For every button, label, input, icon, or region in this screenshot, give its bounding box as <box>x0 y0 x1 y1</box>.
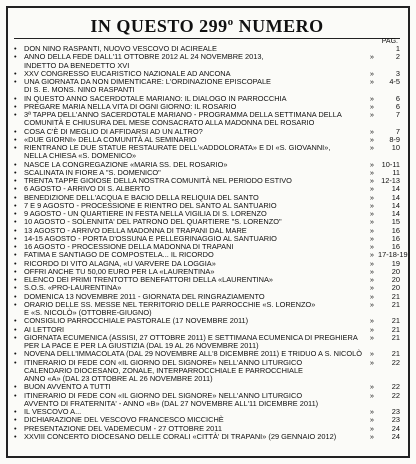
toc-page-number: 17-18-19 <box>378 250 408 260</box>
toc-page-number: 24 <box>391 423 400 433</box>
bullet-icon: • <box>14 159 17 169</box>
toc-page-number: 6 <box>395 93 400 103</box>
toc-entry <box>14 78 400 95</box>
toc-entry-text: ELENCO DEI PRIMI TRENTOTTO BENEFATTORI DELLA «LAURENTINA» <box>24 275 274 284</box>
toc-entry-text: PER LA PACE E PER LA GIUSTIZIA (DAL 19 AL 26 NOVEMBRE 2011) <box>24 341 259 350</box>
toc-entry-text: S.O.S. «PRO-LAURENTINA» <box>24 283 122 293</box>
toc-entry-text: ORARIO DELLE SS. MESSE NEL TERRITORIO DELLE PARROCCHIE «S. LORENZO» <box>24 299 316 309</box>
toc-entry-text: ANNO DELLA FEDE DALL'11 OTTOBRE 2012 AL 24 NOVEMBRE 2013, <box>24 52 264 62</box>
toc-entry-text: AI LETTORI <box>24 324 65 334</box>
toc-page-number: 24 <box>391 431 400 441</box>
toc-entry-text: 9 AGOSTO - UN QUARTIERE IN FESTA NELLA VIGILIA DI S. LORENZO <box>24 209 267 218</box>
toc-page-number: 14 <box>391 209 400 218</box>
toc-page-number: 22 <box>391 382 400 392</box>
ditto-mark: » <box>369 176 374 185</box>
toc-page-number: 10 <box>391 143 400 152</box>
bullet-icon: • <box>14 192 17 202</box>
toc-page-number: 16 <box>391 242 400 251</box>
bullet-icon: • <box>14 250 17 260</box>
bullet-icon: • <box>14 143 17 152</box>
toc-page-number: 14 <box>391 184 400 194</box>
toc-entry <box>14 334 400 351</box>
toc-entry-text: TRENTA TAPPE GIOIOSE DELLA NOSTRA COMUNITÀ NEL PERIODO ESTIVO <box>24 176 292 185</box>
ditto-mark: » <box>369 68 374 78</box>
bullet-icon: • <box>14 324 17 334</box>
ditto-mark: » <box>369 349 374 359</box>
toc-page-number: 14 <box>391 192 400 202</box>
toc-page-number: 20 <box>391 283 400 293</box>
toc-page-number: 19 <box>391 258 400 268</box>
toc-entry-text: IL VESCOVO A... <box>24 407 82 416</box>
bullet-icon: • <box>14 275 17 284</box>
toc-entry <box>14 144 400 161</box>
toc-entry-text: DICHIARAZIONE DEL VESCOVO FRANCESCO MICCICHÈ <box>24 415 224 425</box>
bullet-icon: • <box>14 77 17 86</box>
bullet-icon: • <box>14 101 17 111</box>
toc-page-number: 20 <box>391 275 400 284</box>
title-prefix: IN QUESTO 299 <box>90 16 228 36</box>
toc-entry-text: NASCE LA CONGREGAZIONE «MARIA SS. DEL ROSARIO» <box>24 159 228 169</box>
bullet-icon: • <box>14 415 17 425</box>
toc-entry-text: FATIMA E SANTIAGO DE COMPOSTELA... IL RICORDO <box>24 250 214 260</box>
toc-page-number: 23 <box>391 415 400 425</box>
bullet-icon: • <box>14 390 17 400</box>
toc-page-number: 6 <box>395 101 400 111</box>
toc-entry-text: CONSIGLIO PARROCCHIALE PASTORALE (17 NOVEMBRE 2011) <box>24 316 249 326</box>
bullet-icon: • <box>14 283 17 293</box>
ditto-mark: » <box>369 101 374 111</box>
toc-entry-text: 6 AGOSTO - ARRIVO DI S. ALBERTO <box>24 184 151 194</box>
toc-entry-text: 16 AGOSTO - PROCESSIONE DELLA MADONNA DI TRAPANI <box>24 242 234 251</box>
toc-entry-text: AVVENTO DI FRATERNITA' - ANNO «B» (DAL 27 NOVEMBRE ALL'11 DICEMBRE 2011) <box>24 398 319 408</box>
ditto-mark: » <box>369 291 374 301</box>
toc-page-number: 4-5 <box>389 77 400 86</box>
ditto-mark: » <box>369 126 374 136</box>
toc-entry <box>14 53 400 70</box>
ditto-mark: » <box>369 316 374 326</box>
toc-entry-text: XXVIII CONCERTO DIOCESANO DELLE CORALI «CITTÀ' DI TRAPANI» (29 GENNAIO 2012) <box>24 431 337 441</box>
toc-page-number: 3 <box>395 68 400 78</box>
toc-entry-text: 7 E 9 AGOSTO - PROCESSIONE E RIENTRO DEL SANTO AL SANTUARIO <box>24 200 277 210</box>
toc-entry-text: OFFRI ANCHE TU 50,00 EURO PER LA «LAURENTINA» <box>24 266 215 276</box>
ditto-mark: » <box>369 184 374 194</box>
toc-entry-text: COSA C'È DI MEGLIO DI AFFIDARSI AD UN ALTRO? <box>24 126 203 136</box>
ditto-mark: » <box>369 332 374 342</box>
toc-page-number: 16 <box>391 225 400 235</box>
toc-page-number: 7 <box>395 126 400 136</box>
bullet-icon: • <box>14 431 17 441</box>
toc-page-number: 23 <box>391 407 400 416</box>
ditto-mark: » <box>369 110 374 119</box>
page-title <box>14 12 400 36</box>
toc-entry-text: PRESENTAZIONE DEL VADEMECUM - 27 OTTOBRE 2011 <box>24 423 222 433</box>
ditto-mark: » <box>369 242 374 251</box>
ditto-mark: » <box>369 192 374 202</box>
bullet-icon: • <box>14 184 17 194</box>
bullet-icon: • <box>14 93 17 103</box>
toc-entry-text: ITINERARIO DI FEDE CON «IL GIORNO DEL SIGNORE» NELL'ANNO LITURGICO <box>24 357 303 367</box>
ditto-mark: » <box>369 77 374 86</box>
ditto-mark: » <box>369 167 374 177</box>
bullet-icon: • <box>14 299 17 309</box>
toc-page-number: 15 <box>391 217 400 227</box>
bullet-icon: • <box>14 316 17 326</box>
bullet-icon: • <box>14 217 17 227</box>
title-rule <box>14 38 400 39</box>
bullet-icon: • <box>14 44 17 53</box>
ditto-mark: » <box>369 357 374 367</box>
bullet-icon: • <box>14 68 17 78</box>
table-of-contents <box>14 44 408 441</box>
toc-page-number: 21 <box>391 299 400 309</box>
toc-page-number: 21 <box>391 316 400 326</box>
bullet-icon: • <box>14 258 17 268</box>
bullet-icon: • <box>14 349 17 359</box>
toc-entry-text: E «S. NICOLÒ» (OTTOBRE-GIUGNO) <box>24 308 152 317</box>
bullet-icon: • <box>14 167 17 177</box>
bullet-icon: • <box>14 110 17 119</box>
ditto-mark: » <box>369 200 374 210</box>
ditto-mark: » <box>369 299 374 309</box>
toc-page-number: 8-9 <box>389 134 400 144</box>
toc-page-number: 21 <box>391 332 400 342</box>
toc-page-number: 14 <box>391 200 400 210</box>
toc-entry <box>14 433 400 441</box>
toc-page-number: 20 <box>391 266 400 276</box>
ditto-mark: » <box>369 250 374 260</box>
toc-entry <box>14 317 400 325</box>
toc-entry <box>14 392 400 409</box>
bullet-icon: • <box>14 423 17 433</box>
ditto-mark: » <box>369 52 374 62</box>
bullet-icon: • <box>14 332 17 342</box>
toc-entry-text: SCALINATA IN FIORE A "S. DOMENICO" <box>24 167 161 177</box>
toc-entry-text: PREGARE MARIA NELLA VITA DI OGNI GIORNO: IL ROSARIO <box>24 101 237 111</box>
toc-entry-text: BENEDIZIONE DELL'ACQUA E BACIO DELLA RELIQUIA DEL SANTO <box>24 192 259 202</box>
ditto-mark: » <box>369 407 374 416</box>
bullet-icon: • <box>14 266 17 276</box>
toc-page-number: 21 <box>391 324 400 334</box>
bullet-icon: • <box>14 126 17 136</box>
bullet-icon: • <box>14 233 17 243</box>
ditto-mark: » <box>369 266 374 276</box>
toc-page-number: 10-11 <box>381 159 400 169</box>
ditto-mark: » <box>369 324 374 334</box>
bullet-icon: • <box>14 176 17 185</box>
bullet-icon: • <box>14 357 17 367</box>
bullet-icon: • <box>14 225 17 235</box>
ditto-mark: » <box>369 225 374 235</box>
toc-entry <box>14 111 400 128</box>
toc-entry-text: 14-15 AGOSTO - PORTA D'OSSUNA E PELLEGRINAGGIO AL SANTUARIO <box>24 233 277 243</box>
toc-entry-text: INDETTO DA BENEDETTO XVI <box>24 60 130 70</box>
toc-frame <box>6 6 410 458</box>
toc-page-number: 22 <box>391 390 400 400</box>
ditto-mark: » <box>369 275 374 284</box>
toc-page-number: 7 <box>395 110 400 119</box>
ditto-mark: » <box>369 423 374 433</box>
toc-entry-text: RIENTRANO LE DUE STATUE RESTAURATE DELL'«ADDOLORATA» E DI «S. GIOVANNI», <box>24 143 331 152</box>
ditto-mark: » <box>369 93 374 103</box>
ditto-mark: » <box>369 233 374 243</box>
toc-page-number: 21 <box>391 291 400 301</box>
toc-entry-text: NOVENA DELL'IMMACOLATA (DAL 29 NOVEMBRE ALL'8 DICEMBRE 2011) E TRIDUO A S. NICOLÒ <box>24 349 362 359</box>
toc-entry-text: «DUE GIORNI» DELLA COMUNITÀ AL SEMINARIO <box>24 134 197 144</box>
toc-entry-text: UNA GIORNATA DA NON DIMENTICARE: L'ORDINAZIONE EPISCOPALE <box>24 77 271 86</box>
title-suffix: NUMERO <box>233 16 324 36</box>
toc-entry-text: NELLA CHIESA «S. DOMENICO» <box>24 151 137 161</box>
toc-entry <box>14 301 400 318</box>
title-superscript: o <box>227 16 234 28</box>
toc-page-number: 2 <box>395 52 400 62</box>
bullet-icon: • <box>14 200 17 210</box>
toc-entry <box>14 359 400 384</box>
toc-entry-text: ITINERARIO DI FEDE CON «IL GIORNO DEL SIGNORE» NELL'ANNO LITURGICO <box>24 390 303 400</box>
toc-entry-text: GIORNATA ECUMENICA (ASSISI, 27 OTTOBRE 2011) E SETTIMANA ECUMENICA DI PREGHIERA <box>24 332 358 342</box>
toc-page-number: 11 <box>392 167 400 177</box>
ditto-mark: » <box>369 217 374 227</box>
toc-entry-text: RICORDO DI VITO ALAGNA, «U VARVERE DA LOGGIA» <box>24 258 216 268</box>
toc-entry-text: 3ª TAPPA DELL'ANNO SACERDOTALE MARIANO - PROGRAMMA DELLA SETTIMANA DELLA <box>24 110 342 119</box>
ditto-mark: » <box>369 134 374 144</box>
ditto-mark: » <box>369 415 374 425</box>
bullet-icon: • <box>14 407 17 416</box>
toc-page-number: 21 <box>391 349 400 359</box>
toc-page-number: 16 <box>391 233 400 243</box>
ditto-mark: » <box>369 258 374 268</box>
toc-page-number: 22 <box>391 357 400 367</box>
ditto-mark: » <box>369 382 374 392</box>
toc-entry-text: ANNO «A» (DAL 23 OTTOBRE AL 26 NOVEMBRE 2011) <box>24 374 213 383</box>
bullet-icon: • <box>14 291 17 301</box>
ditto-mark: » <box>369 390 374 400</box>
bullet-icon: • <box>14 134 17 144</box>
ditto-mark: » <box>369 283 374 293</box>
toc-entry-text: DI S. E. MONS. NINO RASPANTI <box>24 85 135 95</box>
ditto-mark: » <box>369 209 374 218</box>
bullet-icon: • <box>14 209 17 218</box>
bullet-icon: • <box>14 242 17 251</box>
toc-entry-text: CALENDARIO DIOCESANO, ZONALE, INTERPARROCCHIALE E PARROCCHIALE <box>24 365 303 375</box>
bullet-icon: • <box>14 382 17 392</box>
ditto-mark: » <box>369 143 374 152</box>
bullet-icon: • <box>14 52 17 62</box>
toc-entry-text: 13 AGOSTO - ARRIVO DELLA MADONNA DI TRAPANI DAL MARE <box>24 225 247 235</box>
toc-page-number: 12-13 <box>381 176 400 185</box>
ditto-mark: » <box>369 159 374 169</box>
toc-entry-text: IN QUESTO ANNO SACERDOTALE MARIANO: IL DIALOGO IN PARROCCHIA <box>24 93 287 103</box>
toc-page-number: 1 <box>395 44 400 53</box>
toc-entry-text: COMUNITÀ E CHIUSURA DEL MESE CONSACRATO ALLA MADONNA DEL ROSARIO <box>24 118 315 128</box>
toc-entry-text: DOMENICA 13 NOVEMBRE 2011 - GIORNATA DEL RINGRAZIAMENTO <box>24 291 265 301</box>
ditto-mark: » <box>369 431 374 441</box>
toc-entry-text: 10 AGOSTO - SOLENNITA' DEL PATRONO DEL QUARTIERE "S. LORENZO" <box>24 217 282 227</box>
toc-entry-text: DON NINO RASPANTI, NUOVO VESCOVO DI ACIREALE <box>24 44 217 53</box>
page-column-header: PAG. <box>381 38 398 45</box>
toc-entry-text: BUON AVVENTO A TUTTI <box>24 382 111 392</box>
toc-entry-text: XXV CONGRESSO EUCARISTICO NAZIONALE AD ANCONA <box>24 68 231 78</box>
